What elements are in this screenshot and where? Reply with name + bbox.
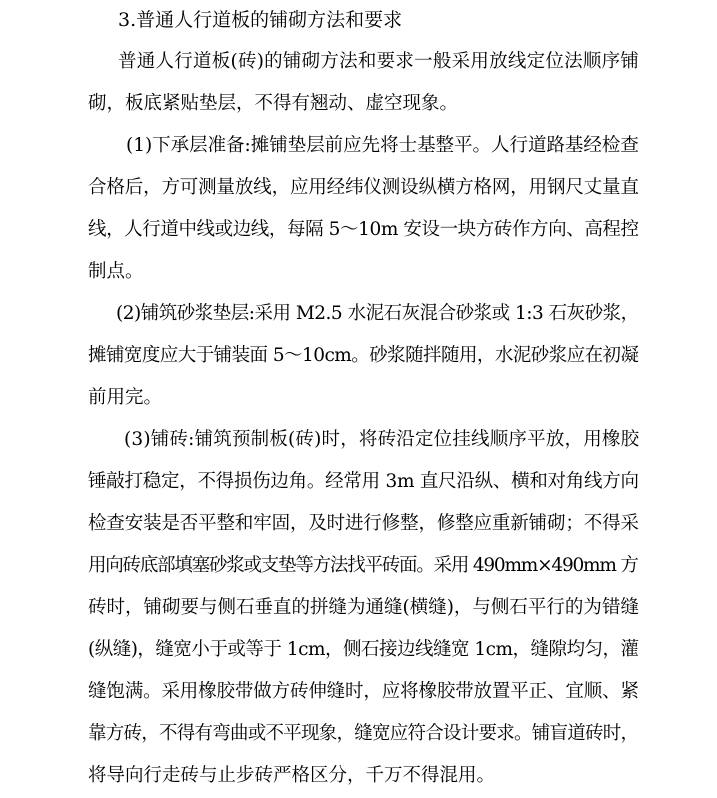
item-1-line: 制点。 bbox=[88, 261, 144, 282]
item-3-line: (纵缝)，缝宽小于或等于 1cm，侧石接边线缝宽 1cm，缝隙均匀，灌 bbox=[88, 639, 639, 660]
intro-line: 普通人行道板(砖)的铺砌方法和要求一般采用放线定位法顺序铺 bbox=[118, 51, 640, 72]
item-3-line: 锤敲打稳定，不得损伤边角。经常用 3m 直尺沿纵、横和对角线方向 bbox=[88, 471, 639, 492]
item-2-line: 前用完。 bbox=[88, 387, 163, 408]
item-2-line: (2)铺筑砂浆垫层:采用 M2.5 水泥石灰混合砂浆或 1:3 石灰砂浆， bbox=[116, 303, 639, 324]
section-heading: 3.普通人行道板的铺砌方法和要求 bbox=[118, 9, 403, 31]
item-1-line: 合格后，方可测量放线，应用经纬仪测设纵横方格网，用钢尺丈量直 bbox=[88, 177, 639, 198]
intro-line: 砌，板底紧贴垫层，不得有翘动、虚空现象。 bbox=[88, 93, 459, 114]
item-1-line: 线，人行道中线或边线，每隔 5～10m 安设一块方砖作方向、高程控 bbox=[88, 219, 639, 240]
item-3-line: (3)铺砖:铺筑预制板(砖)时，将砖沿定位挂线顺序平放，用橡胶 bbox=[124, 429, 640, 450]
item-3-line: 用向砖底部填塞砂浆或支垫等方法找平砖面。采用 490mm×490mm 方 bbox=[88, 555, 638, 576]
item-2-line: 摊铺宽度应大于铺装面 5～10cm。砂浆随拌随用，水泥砂浆应在初凝 bbox=[88, 345, 639, 366]
item-3-line: 检查安装是否平整和牢固，及时进行修整，修整应重新铺砌；不得采 bbox=[88, 513, 639, 534]
item-1-line: (1)下承层准备:摊铺垫层前应先将士基整平。人行道路基经检查 bbox=[126, 135, 639, 156]
item-3-line: 砖时，铺砌要与侧石垂直的拼缝为通缝(横缝)，与侧石平行的为错缝 bbox=[88, 597, 639, 618]
item-3-line: 缝饱满。采用橡胶带做方砖伸缝时，应将橡胶带放置平正、宜顺、紧 bbox=[88, 681, 639, 702]
item-3-line: 靠方砖，不得有弯曲或不平现象，缝宽应符合设计要求。铺盲道砖时， bbox=[88, 723, 639, 744]
item-3-line: 将导向行走砖与止步砖严格区分，千万不得混用。 bbox=[88, 765, 496, 786]
